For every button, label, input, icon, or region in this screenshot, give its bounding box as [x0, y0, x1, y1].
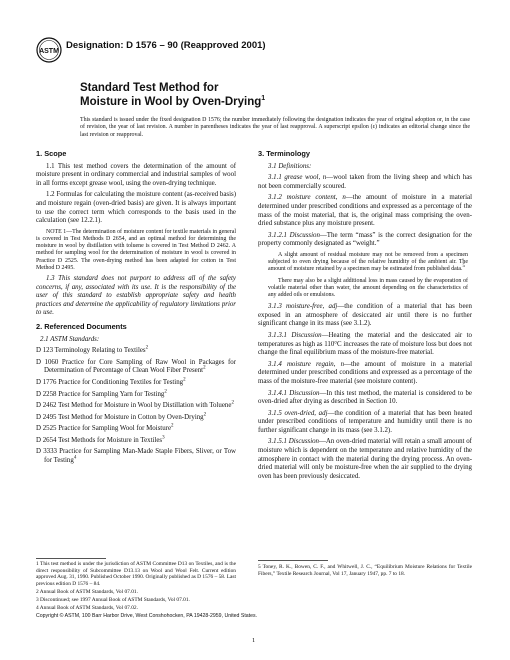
- scope-heading: 1. Scope: [36, 149, 67, 158]
- title-line-1: Standard Test Method for: [80, 82, 219, 94]
- paragraph-1-3: 1.3 This standard does not purport to address all of the safety concerns, if any, associated with its use. It is the responsibility of the user of this standard to establish appropriate safety and health practices and determine the applicability of regulatory limitations prior to use.: [36, 274, 236, 317]
- reference-list: [36, 347, 236, 466]
- footnote-1: 1 This test method is under the jurisdiction of ASTM Committee D13 on Textiles, and is the direct responsibility of Subcommittee D13.13 on Wool and Wool Felt. Current edition approved Aug. 31, 1990. Published October 1990. Originally published as D 1576 – 58. Last previous edition D 1576 – 84.: [36, 561, 236, 587]
- discussion-3-1-4-1: 3.1.4.1 Discussion—In this test method, the material is considered to be oven-dried after drying as described in Section 10.: [258, 389, 472, 406]
- reference-item: D 3333 Practice for Sampling Man-Made Staple Fibers, Sliver, or Tow for Testing$^4$: [36, 448, 236, 465]
- reference-item: D 2258 Practice for Sampling Yarn for Testing$^2$: [36, 389, 167, 398]
- footnote-5: 5 Toney, R. K., Bowen, C. F., and Whitwell, J. C., “Equilibrium Moisture Relations for Textile Fibers,” Textile Research Journal, Vol 17, January 1947, pp. 7 to 18.: [258, 564, 472, 577]
- footnote-2: 2 Annual Book of ASTM Standards, Vol 07.01.: [36, 588, 138, 595]
- right-column: [258, 148, 472, 484]
- definition-3-1-3: 3.1.3 moisture-free, adj—the condition of a material that has been exposed in an atmosphere of desiccated air until there is no further significant change in its mass (see 3.1.2).: [258, 303, 473, 328]
- document-title: [80, 81, 410, 109]
- svg-text:ASTM: ASTM: [39, 48, 59, 55]
- reference-item: D 1060 Practice for Core Sampling of Raw Wool in Packages for Determination of Percentage of Clean Wool Fiber Present$^2$: [36, 358, 236, 375]
- footnotes-right: [258, 564, 472, 579]
- definition-3-1-2: 3.1.2 moisture content, n—the amount of moisture in a material determined under prescribed conditions and expressed as a percentage of the mass of the moist material, that is, the original mass comprising the oven-dried substance plus any moisture present.: [258, 194, 472, 228]
- definition-3-1-1: 3.1.1 grease wool, n—wool taken from the living sheep and which has not been commercially scoured.: [258, 174, 472, 190]
- note-1: NOTE 1—The determination of moisture content for textile materials in general is covered in Test Methods D 2654, and an optimal method for determining the moisture in wool by distillation with toluene is covered in Test Method D 2462. A method for sampling wool for the determination of moisture in wool is covered in Practice D 2525. The oven-drying method has been adapted for cotton in Test Method D 2495.: [36, 228, 236, 271]
- note-residual-moisture: A slight amount of residual moisture may not be removed from a specimen subjected to oven drying because of the relative humidity of the ambient air. The amount of moisture retained by a specimen may be estimated from published data.$^5$: [268, 251, 468, 273]
- designation: Designation: D 1576 – 90 (Reapproved 2001): [66, 40, 266, 51]
- reference-item: D 2462 Test Method for Moisture in Wool by Distillation with Toluene$^2$: [36, 400, 234, 410]
- issuance-notice: This standard is issued under the fixed designation D 1576; the number immediately following the designation indicates the year of original adoption or, in the case of revision, the year of last revision. A number in parentheses indicates the year of last reapproval. A superscript epsilon (ε) indicates an editorial change since the last revision or reapproval.: [80, 117, 470, 138]
- reference-item: D 1776 Practice for Conditioning Textiles for Testing$^2$: [36, 377, 186, 386]
- discussion-3-1-2-1: 3.1.2.1 Discussion—The term “mass” is the correct designation for the property commonly designated as “weight.”: [258, 231, 472, 248]
- left-column: [36, 148, 236, 469]
- title-line-2: Moisture in Wool by Oven-Drying: [80, 96, 262, 108]
- discussion-3-1-5-1: 3.1.5.1 Discussion—An oven-dried material will retain a small amount of moisture which is dependent on the temperature and relative humidity of the atmosphere in contact with the material during the drying process. An oven-dried material will only be moisture-free when the air supplied to the drying oven has been previously desiccated.: [258, 438, 472, 480]
- referenced-documents-heading: 2. Referenced Documents: [36, 321, 127, 331]
- definition-3-1-4: 3.1.4 moisture regain, n—the amount of moisture in a material determined under prescribed conditions and expressed as a percentage of the mass of the moisture-free material (see moisture content).: [258, 360, 472, 385]
- copyright-line: Copyright © ASTM, 100 Barr Harbor Drive, West Conshohocken, PA 19428-2959, United States.: [36, 613, 258, 619]
- definitions-intro: 3.1 Definitions:: [268, 162, 312, 170]
- page-number: 1: [252, 637, 256, 644]
- note-volatile-loss: There may also be a slight additional loss in mass caused by the evaporation of volatile material other than water, the amount depending on the characteristics of any added oils or emulsions.: [268, 277, 468, 298]
- astm-standards-intro: 2.1 ASTM Standards:: [40, 335, 100, 343]
- footnote-rule-right: [258, 560, 328, 561]
- footnote-rule-left: [36, 558, 106, 559]
- footnote-3: 3 Discontinued; see 1997 Annual Book of ASTM Standards, Vol 07.01.: [36, 596, 190, 603]
- terminology-heading: 3. Terminology: [258, 149, 311, 158]
- definition-3-1-5: 3.1.5 oven-dried, adj—the condition of a material that has been heated under prescribed conditions of temperature and humidity until there is no further significant change in its mass (see 3.1.2).: [258, 409, 472, 434]
- discussion-3-1-3-1: 3.1.3.1 Discussion—Heating the material and the desiccated air to temperatures as high as 110°C increases the rate of moisture loss but does not change the final equilibrium mass of the moisture-free material.: [258, 331, 472, 357]
- title-footnote-mark: 1: [261, 95, 266, 103]
- reference-item: D 2525 Practice for Sampling Wool for Moisture$^2$: [36, 423, 174, 433]
- astm-logo: [36, 37, 62, 63]
- paragraph-1-1: 1.1 This test method covers the determination of the amount of moisture present in ordinary commercial and industrial samples of wool in all forms except grease wool, using the oven-drying technique.: [36, 162, 236, 187]
- footnote-4: 4 Annual Book of ASTM Standards, Vol 07.02.: [36, 605, 138, 612]
- reference-item: D 2654 Test Methods for Moisture in Textiles$^3$: [36, 435, 165, 444]
- paragraph-1-2: 1.2 Formulas for calculating the moisture content (as-received basis) and moisture regain (oven-dried basis) are given. It is always important to use the correct term which corresponds to the basis used in the calculation (see 12.2.1).: [36, 191, 236, 225]
- footnotes-left: [36, 561, 236, 613]
- reference-item: D 2495 Test Method for Moisture in Cotton by Oven-Drying$^2$: [36, 412, 207, 421]
- reference-item: D 123 Terminology Relating to Textiles$^2$: [36, 345, 149, 355]
